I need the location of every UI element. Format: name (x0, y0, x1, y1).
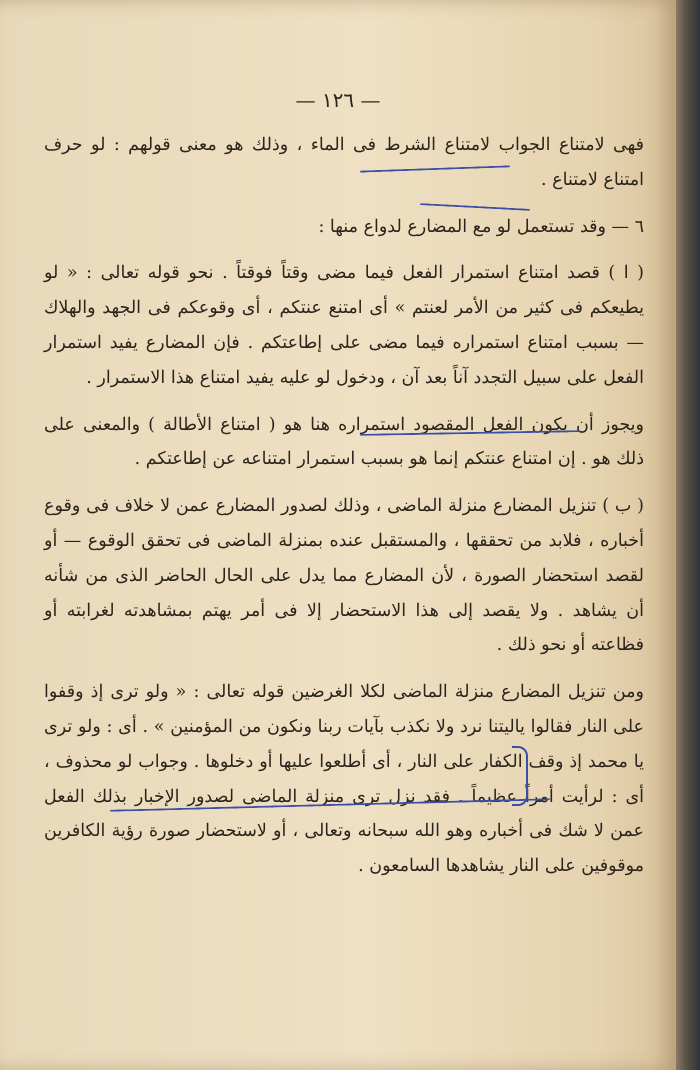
paragraph-gap (44, 477, 644, 489)
book-edge (676, 0, 700, 1070)
paragraph-1: فهى لامتناع الجواب لامتناع الشرط فى الماء ، وذلك هو معنى قولهم : لو حرف امتناع لامتناع . (44, 135, 644, 190)
paragraph-6: ومن تنزيل المضارع منزلة الماضى لكلا الغرضين قوله تعالى : « ولو ترى إذ وقفوا على النار فقالوا ياليتنا نرد ولا نكذب بآيات ربنا ونكون من المؤمنين » . أى : ولو ترى يا محمد إذ وقف الكفار على النار ، أى أطلعوا عليها أو دخلوها . وجواب لو محذوف ، أى : لرأيت أمراً عظيماً . فقد نزل ترى منزلة الماضى لصدور الإخبار بذلك الفعل عمن لا شك فى أخباره وهو الله سبحانه وتعالى ، أو لاستحضار صورة رؤية الكافرين موقوفين على النار يشاهدها السامعون . (44, 682, 644, 877)
page-number: — ١٢٦ — (295, 88, 381, 112)
paragraph-3: ( ا ) قصد امتناع استمرار الفعل فيما مضى وقتاً فوقتاً . نحو قوله تعالى : « لو يطيعكم فى كثير من الأمر لعنتم » أى امتنع عنتكم ، أى وقوعكم فى الجهد والهلاك — بسبب امتناع استمراره فيما مضى على إطاعتكم . فإن المضارع يفيد استمرار الفعل على سبيل التجدد آناً بعد آن ، ودخول لو عليه يفيد امتناع هذا الاستمرار . (44, 263, 644, 388)
paragraph-gap (44, 244, 644, 256)
paragraph-5: ( ب ) تنزيل المضارع منزلة الماضى ، وذلك لصدور المضارع عمن لا خلاف فى وقوع أخباره ، فلابد من تحققها ، والمستقبل عنده بمنزلة الماضى فى تحقق الوقوع — أو لقصد استحضار الصورة ، لأن المضارع مما يدل على الحال الحاضر الذى من شأنه أن يشاهد . ولا يقصد إلى هذا الاستحضار إلا فى أمر يهتم بمشاهدته لغرابته أو فظاعته أو نحو ذلك . (44, 496, 644, 656)
ink-bracket (512, 746, 528, 806)
paragraph-gap (44, 198, 644, 210)
paragraph-gap (44, 663, 644, 675)
paragraph-2: ٦ — وقد تستعمل لو مع المضارع لدواع منها : (318, 216, 644, 237)
paragraph-4: ويجوز أن يكون الفعل المقصود استمراره هنا هو ( امتناع الأطالة ) والمعنى على ذلك هو . إن امتناع عنتكم إنما هو بسبب استمرار امتناعه عن إطاعتكم . (44, 414, 644, 470)
page-text (44, 128, 644, 884)
paragraph-gap (44, 396, 644, 408)
